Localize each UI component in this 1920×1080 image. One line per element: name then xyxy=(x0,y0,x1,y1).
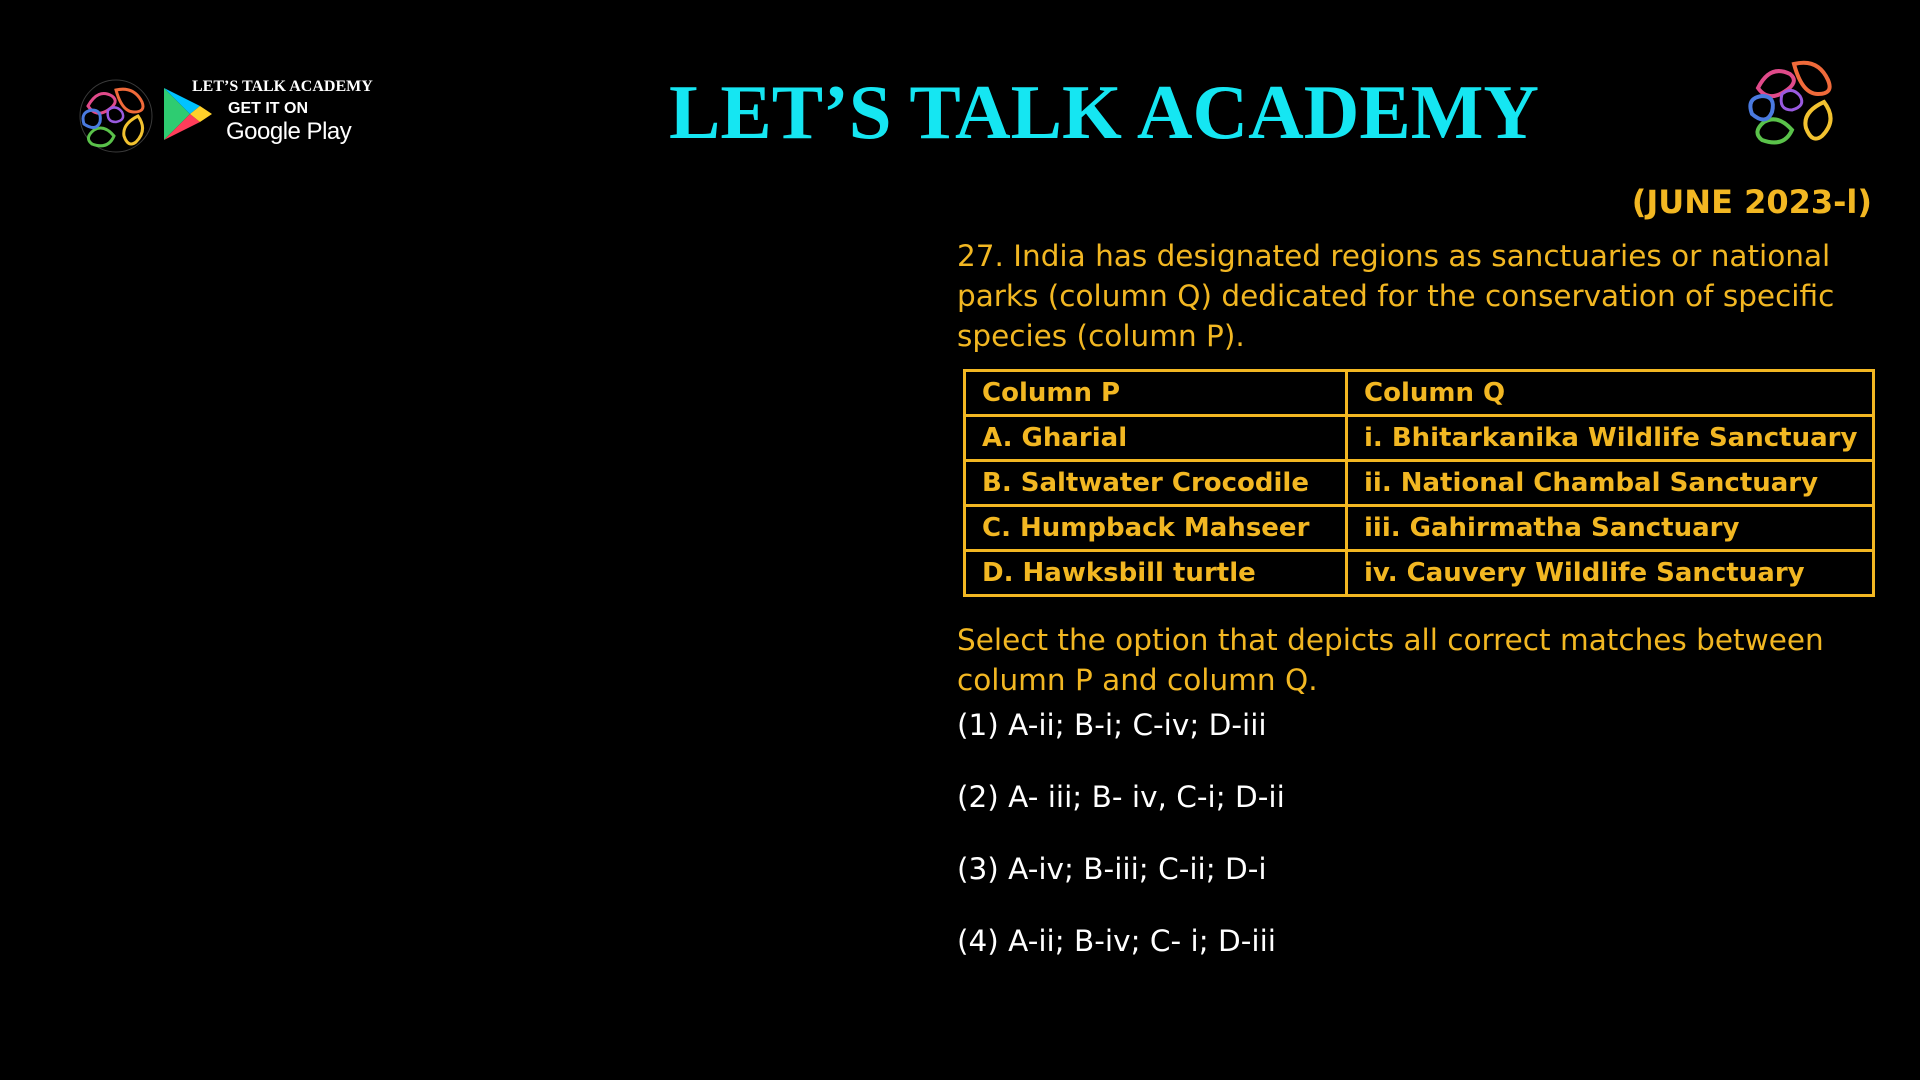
exam-session-label: (JUNE 2023-l) xyxy=(1631,183,1872,221)
table-cell-sanctuary: iv. Cauvery Wildlife Sanctuary xyxy=(1347,551,1874,596)
answer-option-3[interactable]: (3) A-iv; B-iii; C-ii; D-i xyxy=(957,852,1267,886)
table-row xyxy=(965,461,1874,506)
table-header-row xyxy=(965,371,1874,416)
table-cell-sanctuary: ii. National Chambal Sanctuary xyxy=(1347,461,1874,506)
google-play-get-label: GET IT ON xyxy=(228,100,308,117)
answer-option-2[interactable]: (2) A- iii; B- iv, C-i; D-ii xyxy=(957,780,1285,814)
google-play-store-label: Google Play xyxy=(226,118,352,145)
academy-molecule-logo-icon xyxy=(1738,48,1850,160)
table-header-column-p: Column P xyxy=(965,371,1347,416)
table-row xyxy=(965,416,1874,461)
answer-option-4[interactable]: (4) A-ii; B-iv; C- i; D-iii xyxy=(957,924,1276,958)
table-cell-sanctuary: i. Bhitarkanika Wildlife Sanctuary xyxy=(1347,416,1874,461)
table-row xyxy=(965,551,1874,596)
table-header-column-q: Column Q xyxy=(1347,371,1874,416)
table-cell-species: D. Hawksbill turtle xyxy=(965,551,1347,596)
table-cell-species: B. Saltwater Crocodile xyxy=(965,461,1347,506)
question-text: 27. India has designated regions as sanctuaries or national parks (column Q) dedicated for the conservation of specific species (column P). xyxy=(957,239,1835,353)
instruction-text: Select the option that depicts all correct matches between column P and column Q. xyxy=(957,623,1824,697)
table-cell-sanctuary: iii. Gahirmatha Sanctuary xyxy=(1347,506,1874,551)
answer-option-1[interactable]: (1) A-ii; B-i; C-iv; D-iii xyxy=(957,708,1267,742)
match-table xyxy=(963,369,1875,597)
page-title: LET’S TALK ACADEMY xyxy=(669,69,1539,155)
table-row xyxy=(965,506,1874,551)
table-cell-species: A. Gharial xyxy=(965,416,1347,461)
table-cell-species: C. Humpback Mahseer xyxy=(965,506,1347,551)
brand-small-label: LET’S TALK ACADEMY xyxy=(192,78,373,95)
